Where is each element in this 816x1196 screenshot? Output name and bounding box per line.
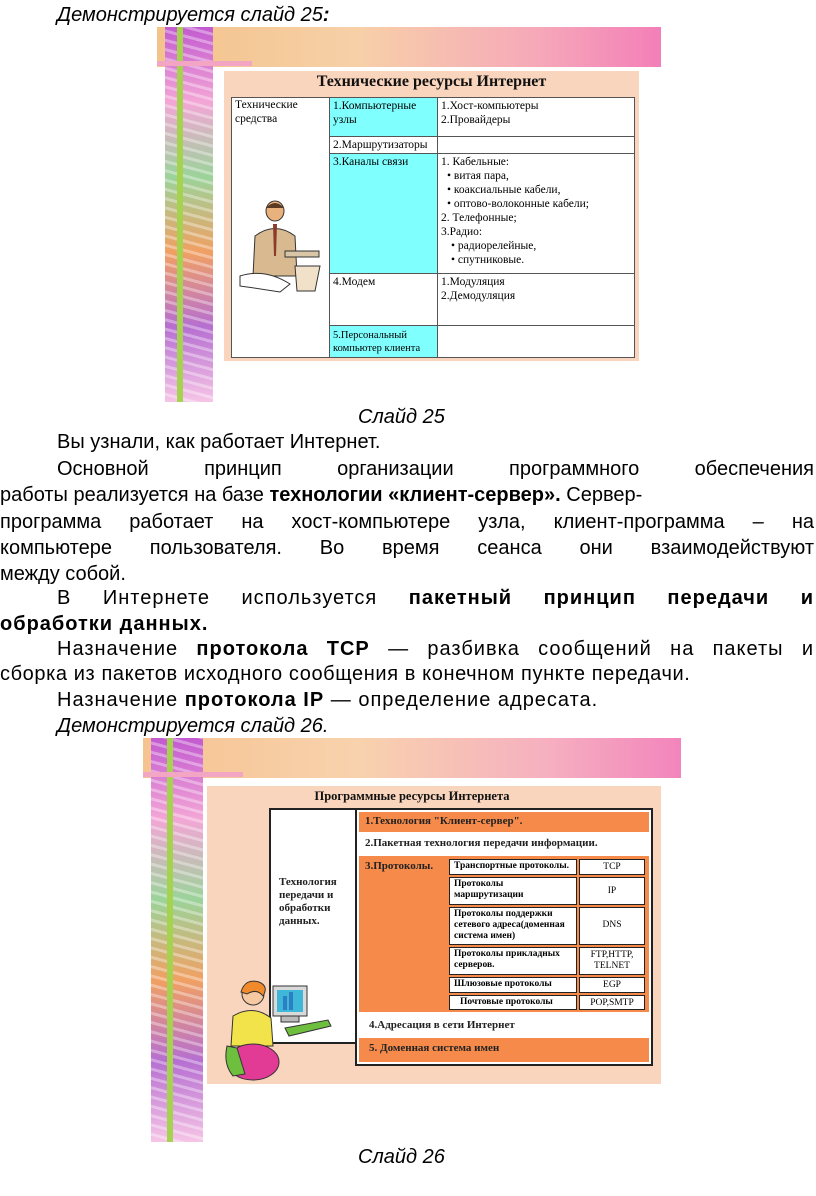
row3-bullets-1	[441, 169, 631, 211]
tech-means-label: Технические средства	[235, 99, 298, 125]
businessman-clipart	[235, 196, 315, 296]
p4-text-2: — разбивка сообщений на пакеты и	[369, 638, 814, 660]
protocol-name: Транспортные протоколы.	[449, 859, 577, 875]
left-label-text: Технология передачи и обработки данных.	[279, 876, 337, 927]
p5-text: Назначение	[57, 689, 185, 711]
paragraph-2-line-2	[0, 482, 816, 508]
bullet-item: • спутниковые.	[451, 253, 631, 267]
paragraph-2-line-4: компьютере пользователя. Во время сеанса они взаимодействуют	[0, 537, 814, 559]
protocol-value: FTP,HTTP, TELNET	[579, 947, 645, 975]
bullet-item: • радиорелейные,	[451, 239, 631, 253]
client-server-term: технологии «клиент-сервер».	[269, 484, 561, 506]
block-3: 3.Протоколы.	[359, 856, 649, 1012]
paragraph-4-line-1	[57, 636, 814, 662]
slide-25-title: Технические ресурсы Интернет	[316, 73, 547, 90]
block-2: 2.Пакетная технология передачи информации.	[359, 834, 649, 854]
bullet-item: • оптово-волоконные кабели;	[447, 197, 631, 211]
block-4: 4.Адресация в сети Интернет	[359, 1014, 649, 1038]
row2-item: 2.Маршрутизаторы	[330, 137, 438, 154]
tcp-term: протокола TCP	[196, 638, 370, 660]
row3-d3: 3.Радио:	[441, 226, 483, 238]
protocol-name: Протоколы прикладных серверов.	[449, 947, 577, 975]
tech-means-cell	[232, 98, 330, 358]
p2-text: работы реализуется на базе	[0, 484, 270, 506]
protocol-name: Протоколы маршрутизации	[449, 877, 577, 905]
paragraph-1: Вы узнали, как работает Интернет.	[57, 431, 381, 453]
protocol-value: DNS	[579, 907, 645, 945]
paragraph-3-line-1	[57, 585, 814, 611]
woman-computer-clipart	[223, 976, 333, 1086]
caption-slide-25: Слайд 25	[358, 406, 445, 428]
row1-detail-2: 2.Провайдеры	[441, 114, 511, 126]
row5-details	[438, 326, 635, 358]
p3-text: В Интернете используется	[57, 587, 409, 609]
protocol-name: Шлюзовые протоколы	[449, 977, 577, 993]
row3-details	[438, 154, 635, 274]
row3-item: 3.Каналы связи	[330, 154, 438, 274]
row1-item: 1.Компьютерные узлы	[330, 98, 438, 137]
slide-25-image	[157, 27, 661, 402]
row4-item: 4.Модем	[330, 274, 438, 326]
paragraph-5	[57, 687, 598, 713]
row5-item: 5.Персональный компьютер клиента	[330, 326, 438, 358]
protocol-value: POP,SMTP	[579, 995, 645, 1010]
paragraph-4-line-2: сборка из пакетов исходного сообщения в конечном пункте передачи.	[0, 663, 691, 685]
row4-detail-2: 2.Демодуляция	[441, 290, 516, 302]
p4-text: Назначение	[57, 638, 197, 660]
protocol-value: TCP	[579, 859, 645, 875]
protocol-name: Почтовые протоколы	[449, 995, 577, 1010]
caption-slide-26: Слайд 26	[358, 1146, 445, 1168]
paragraph-2-line-5: между собой.	[0, 563, 126, 585]
row1-detail-1: 1.Хост-компьютеры	[441, 100, 539, 112]
demo-colon: :	[322, 4, 330, 26]
bullet-item: • витая пара,	[447, 169, 631, 183]
row3-d2: 2. Телефонные;	[441, 212, 517, 224]
slide-26-image	[143, 738, 681, 1142]
demo-slide-26-line: Демонстрируется слайд 26.	[57, 715, 329, 737]
slide-26-title: Программные ресурсы Интернета	[314, 789, 510, 803]
protocol-value: IP	[579, 877, 645, 905]
p2-text-end: Сервер-	[560, 484, 643, 506]
demo-slide-25-text: Демонстрируется слайд 25	[57, 4, 323, 26]
paragraph-2-line-3: программа работает на хост-компьютере узла, клиент-программа – на	[0, 511, 814, 533]
ip-term: протокола IP	[184, 689, 325, 711]
row4-details	[438, 274, 635, 326]
p5-text-2: — определение адресата.	[324, 689, 599, 711]
paragraph-2-line-1: Основной принцип организации программного обеспечения	[57, 458, 814, 480]
packet-principle-term: пакетный принцип передачи и	[408, 587, 814, 609]
row4-detail-1: 1.Модуляция	[441, 276, 505, 288]
slide-25-table	[231, 97, 635, 358]
bullet-item: • коаксиальные кабели,	[447, 183, 631, 197]
demo-slide-25-line	[57, 2, 330, 28]
block-1: 1.Технология "Клиент-сервер".	[359, 812, 649, 832]
row1-details	[438, 98, 635, 137]
paragraph-3-line-2: обработки данных.	[0, 613, 209, 635]
row2-details	[438, 137, 635, 154]
protocol-value: EGP	[579, 977, 645, 993]
row3-d1: 1. Кабельные:	[441, 156, 510, 168]
block-5: 5. Доменная система имен	[359, 1038, 649, 1062]
protocol-name: Протоколы поддержки сетевого адреса(доменная система имен)	[449, 907, 577, 945]
row3-bullets-2	[441, 239, 631, 267]
